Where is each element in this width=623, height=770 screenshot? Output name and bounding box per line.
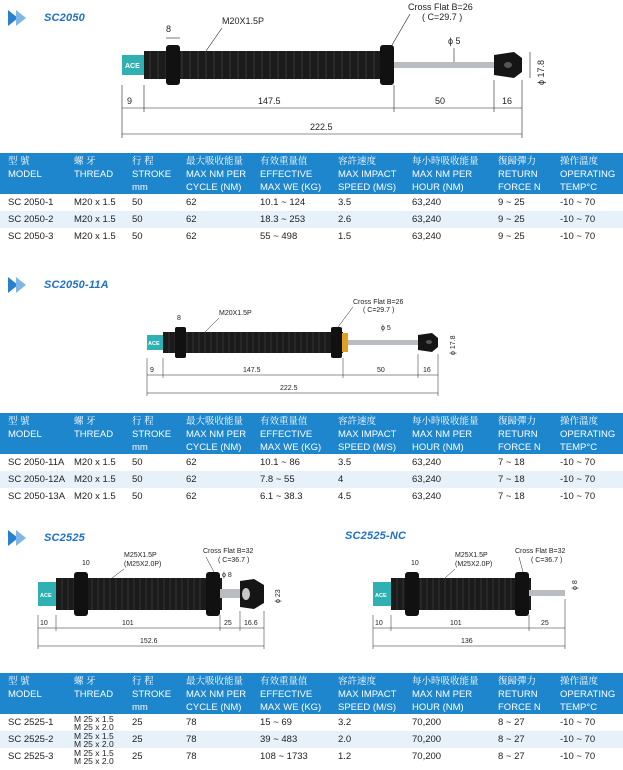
- table-header-cell: MODEL: [0, 428, 66, 441]
- table-cell: 63,240: [404, 211, 490, 228]
- table-row: [0, 471, 623, 488]
- table-cell: SC 2525-1: [8, 717, 54, 728]
- table-header-cell: MAX NM PER: [404, 428, 490, 441]
- table-header-cell: HOUR (NM): [404, 701, 490, 714]
- table-cell: 15 ~ 69: [260, 717, 292, 728]
- table-header-cell: SPEED (M/S): [330, 441, 404, 454]
- table-header-cell: MAX NM PER: [404, 688, 490, 701]
- table-cell: 39 ~ 483: [252, 731, 330, 748]
- table-cell: 63,240: [412, 231, 442, 242]
- drawing-sc2050-11a: [135, 292, 465, 402]
- table-header-cell: [66, 441, 124, 454]
- table-row: [0, 748, 623, 765]
- table-cell: [66, 748, 124, 765]
- table-header-cell: MAX NM PER: [178, 168, 252, 181]
- table-header-cell: 操作溫度: [552, 413, 623, 428]
- thread-label: M20X1.5P: [222, 16, 265, 26]
- table-header-cell: [66, 181, 124, 194]
- table-cell: 3.5: [338, 197, 352, 208]
- table-cell: 3.5: [338, 457, 352, 468]
- table-cell: 7.8 ~ 55: [252, 471, 330, 488]
- table-row: [0, 731, 623, 748]
- table-header-cell: TEMP°C: [552, 701, 623, 714]
- thread-label: M20X1.5P: [219, 310, 252, 317]
- nut-width: 10: [82, 560, 90, 567]
- thread-label-alt: (M25X2.0P): [455, 561, 493, 568]
- table-cell: SC 2525-2: [0, 731, 66, 748]
- header-row-units: [0, 181, 623, 194]
- header-row-en: [0, 428, 623, 441]
- table-cell: 9 ~ 25: [498, 197, 525, 208]
- table-cell: 62: [178, 211, 252, 228]
- nut-width: 8: [177, 315, 181, 322]
- table-header-cell: RETURN: [490, 688, 552, 701]
- section-name: SC2050: [44, 12, 85, 24]
- thread-label-alt: (M25X2.0P): [124, 561, 162, 568]
- table-header-cell: CYCLE (NM): [178, 441, 252, 454]
- crossflat-label: Cross Flat B=26: [353, 299, 404, 306]
- table-cell: 70,200: [404, 731, 490, 748]
- table-cell: 8 ~ 27: [498, 751, 525, 762]
- header-row-units: [0, 701, 623, 714]
- table-cell: 50: [132, 231, 143, 242]
- table-cell: 7 ~ 18: [490, 471, 552, 488]
- table-cell: 108 ~ 1733: [260, 751, 308, 762]
- drawing-sc2525: [30, 545, 305, 655]
- section-name: SC2050-11A: [44, 279, 109, 291]
- table-cell: 78: [178, 731, 252, 748]
- dim-9: 9: [127, 96, 133, 106]
- table-cell: 25: [132, 751, 143, 762]
- chevron-arrow-icon: [8, 277, 30, 293]
- table-header-cell: MAX WE (KG): [252, 181, 330, 194]
- table-cell: M20 x 1.5: [74, 197, 116, 208]
- section-title-sc2050: [8, 10, 85, 26]
- table-header-cell: 型 號: [0, 673, 66, 688]
- table-header-cell: 復歸彈力: [490, 673, 552, 688]
- table-cell: 10.1 ~ 124: [260, 197, 306, 208]
- rod-diameter: ϕ 8: [222, 572, 232, 579]
- table-header-cell: 螺 牙: [66, 413, 124, 428]
- table-header-cell: 容許速度: [330, 673, 404, 688]
- dim-total: 152.6: [140, 638, 158, 645]
- table-header-cell: OPERATING: [552, 168, 623, 181]
- table-header-cell: MAX NM PER: [404, 168, 490, 181]
- table-cell: SC 2050-3: [8, 231, 54, 242]
- table-header-cell: 復歸彈力: [490, 153, 552, 168]
- table-header-cell: 型 號: [0, 153, 66, 168]
- table-cell: 7 ~ 18: [498, 457, 525, 468]
- table-cell: [66, 731, 124, 748]
- body-label: ACE: [125, 63, 140, 70]
- dim-rod: 25: [541, 620, 549, 627]
- table-cell: 62: [186, 231, 197, 242]
- dim-total: 222.5: [280, 385, 298, 392]
- table-row: [0, 714, 623, 731]
- dim-cap: 16.6: [244, 620, 258, 627]
- table-cell: 1.2: [338, 751, 352, 762]
- dim-rod: 50: [435, 96, 446, 106]
- body-label: ACE: [148, 341, 160, 347]
- table-header-cell: 最大吸收能量: [178, 153, 252, 168]
- text: M 25 x 1.5: [74, 730, 114, 741]
- header-row-en: [0, 688, 623, 701]
- table-header-cell: 行 程: [124, 413, 178, 428]
- table-cell: 50: [132, 197, 143, 208]
- table-header-cell: OPERATING: [552, 688, 623, 701]
- table-cell: M20 x 1.5: [66, 471, 124, 488]
- crossflat-label: Cross Flat B=32: [515, 548, 566, 555]
- header-row-en: [0, 168, 623, 181]
- table-cell: [66, 714, 124, 731]
- table-header-cell: FORCE N: [490, 181, 552, 194]
- header-row-cn: [0, 673, 623, 688]
- dim-body: 147.5: [258, 96, 281, 106]
- table-cell: 8 ~ 27: [498, 717, 525, 728]
- table-cell: 10.1 ~ 86: [260, 457, 300, 468]
- table-cell: 62: [186, 197, 197, 208]
- text: M 25 x 2.0: [74, 721, 114, 732]
- table-header-cell: MAX IMPACT: [330, 428, 404, 441]
- table-header-cell: HOUR (NM): [404, 181, 490, 194]
- table-header-cell: 每小時吸收能量: [404, 413, 490, 428]
- table-header-cell: EFFECTIVE: [252, 688, 330, 701]
- table-row: [0, 454, 623, 471]
- table-cell: SC 2050-1: [8, 197, 54, 208]
- table-cell: M20 x 1.5: [66, 211, 124, 228]
- table-cell: 70,200: [412, 717, 442, 728]
- text: M 25 x 2.0: [74, 738, 114, 749]
- nut-width: 10: [411, 560, 419, 567]
- table-cell: -10 ~ 70: [552, 471, 623, 488]
- table-cell: M20 x 1.5: [74, 231, 116, 242]
- table-header-cell: THREAD: [66, 428, 124, 441]
- table-cell: M20 x 1.5: [74, 457, 116, 468]
- table-header-cell: 行 程: [124, 153, 178, 168]
- table-cell: 78: [186, 717, 197, 728]
- cap-diameter: ϕ 17.8: [536, 59, 546, 85]
- dim-cap: 16: [423, 367, 431, 374]
- spec-table-sc2050: [0, 153, 623, 245]
- table-header-cell: mm: [124, 181, 178, 194]
- table-header-cell: SPEED (M/S): [330, 181, 404, 194]
- table-header-cell: mm: [124, 701, 178, 714]
- dim-rod: 50: [377, 367, 385, 374]
- table-cell: SC 2050-13A: [8, 491, 66, 502]
- table-header-cell: MAX WE (KG): [252, 441, 330, 454]
- table-header-cell: 有效重量值: [252, 413, 330, 428]
- table-cell: 55 ~ 498: [260, 231, 298, 242]
- table-header-cell: OPERATING: [552, 428, 623, 441]
- table-header-cell: 型 號: [0, 413, 66, 428]
- thread-label: M25X1.5P: [455, 552, 488, 559]
- crossflat-c-label: ( C=29.7 ): [422, 12, 463, 22]
- table-cell: 25: [124, 731, 178, 748]
- table-cell: -10 ~ 70: [560, 231, 596, 242]
- table-header-cell: RETURN: [490, 168, 552, 181]
- header-row-cn: [0, 413, 623, 428]
- table-header-cell: 容許速度: [330, 153, 404, 168]
- table-header-cell: TEMP°C: [552, 441, 623, 454]
- table-header-cell: STROKE: [124, 688, 178, 701]
- table-cell: 9 ~ 25: [490, 211, 552, 228]
- table-cell: 62: [186, 457, 197, 468]
- table-cell: 50: [132, 457, 143, 468]
- dim-body: 147.5: [243, 367, 261, 374]
- table-header-cell: CYCLE (NM): [178, 701, 252, 714]
- spec-table-sc2050-11a: [0, 413, 623, 505]
- table-header-cell: MAX IMPACT: [330, 688, 404, 701]
- table-row: [0, 488, 623, 505]
- header-row-units: [0, 441, 623, 454]
- table-cell: 2.6: [330, 211, 404, 228]
- table-cell: 63,240: [412, 491, 442, 502]
- drawing-sc2050: [110, 0, 570, 145]
- table-cell: 1.5: [338, 231, 352, 242]
- body-label: ACE: [40, 593, 52, 599]
- cap-diameter: ϕ 17.8: [450, 335, 457, 355]
- table-cell: 2.0: [330, 731, 404, 748]
- table-cell: 70,200: [412, 751, 442, 762]
- body-label: ACE: [375, 593, 387, 599]
- table-header-cell: 最大吸收能量: [178, 673, 252, 688]
- table-header-cell: [0, 701, 66, 714]
- section-title-sc2525-nc: [345, 530, 406, 542]
- rod-diameter: ϕ 5: [381, 325, 391, 332]
- table-header-cell: STROKE: [124, 428, 178, 441]
- dim-total: 136: [461, 638, 473, 645]
- table-header-cell: [66, 701, 124, 714]
- dim-total: 222.5: [310, 122, 333, 132]
- table-header-cell: 每小時吸收能量: [404, 153, 490, 168]
- crossflat-label: Cross Flat B=26: [408, 2, 473, 12]
- table-cell: SC 2050-11A: [8, 457, 65, 468]
- table-header-cell: 有效重量值: [252, 153, 330, 168]
- section-name-nc: SC2525-NC: [345, 530, 407, 542]
- table-header-cell: FORCE N: [490, 441, 552, 454]
- table-header-cell: MODEL: [0, 688, 66, 701]
- table-header-cell: THREAD: [66, 688, 124, 701]
- table-header-cell: 容許速度: [330, 413, 404, 428]
- table-header-cell: 有效重量值: [252, 673, 330, 688]
- table-cell: 3.2: [338, 717, 352, 728]
- table-header-cell: 最大吸收能量: [178, 413, 252, 428]
- table-cell: SC 2050-12A: [0, 471, 66, 488]
- thread-label: M25X1.5P: [124, 552, 157, 559]
- table-cell: 63,240: [412, 457, 442, 468]
- cap-diameter: ϕ 23: [275, 589, 282, 603]
- crossflat-c-label: ( C=36.7 ): [218, 557, 250, 564]
- table-cell: 8 ~ 27: [490, 731, 552, 748]
- chevron-arrow-icon: [8, 530, 30, 546]
- table-cell: 50: [124, 471, 178, 488]
- table-cell: 6.1 ~ 38.3: [260, 491, 303, 502]
- text: M 25 x 1.5: [74, 713, 114, 724]
- section-title-sc2525: [8, 530, 85, 546]
- table-header-cell: HOUR (NM): [404, 441, 490, 454]
- dim-cap: 16: [502, 96, 513, 106]
- table-header-cell: MAX IMPACT: [330, 168, 404, 181]
- table-header-cell: 操作溫度: [552, 673, 623, 688]
- section-title-sc2050-11a: [8, 277, 109, 293]
- table-cell: SC 2525-3: [8, 751, 54, 762]
- table-row: [0, 194, 623, 211]
- header-row-cn: [0, 153, 623, 168]
- spec-table-sc2525: [0, 673, 623, 765]
- table-cell: -10 ~ 70: [560, 197, 596, 208]
- dim-body: 101: [122, 620, 134, 627]
- table-cell: -10 ~ 70: [560, 751, 596, 762]
- table-header-cell: EFFECTIVE: [252, 168, 330, 181]
- dim-body: 101: [450, 620, 462, 627]
- table-cell: 62: [186, 491, 197, 502]
- table-cell: -10 ~ 70: [552, 731, 623, 748]
- table-header-cell: MAX WE (KG): [252, 701, 330, 714]
- table-header-cell: 行 程: [124, 673, 178, 688]
- rod-diameter: ϕ 5: [448, 36, 461, 46]
- table-cell: 63,240: [412, 197, 442, 208]
- table-header-cell: 每小時吸收能量: [404, 673, 490, 688]
- table-cell: -10 ~ 70: [560, 457, 596, 468]
- dim-10: 10: [375, 620, 383, 627]
- table-cell: 63,240: [404, 471, 490, 488]
- table-row: [0, 228, 623, 245]
- text: M 25 x 1.5: [74, 747, 114, 758]
- table-cell: 25: [132, 717, 143, 728]
- table-cell: -10 ~ 70: [560, 717, 596, 728]
- table-header-cell: MAX NM PER: [178, 428, 252, 441]
- table-cell: -10 ~ 70: [560, 491, 596, 502]
- drawing-sc2525-nc: [365, 545, 605, 655]
- dim-10: 10: [40, 620, 48, 627]
- table-header-cell: MAX NM PER: [178, 688, 252, 701]
- crossflat-label: Cross Flat B=32: [203, 548, 254, 555]
- table-header-cell: TEMP°C: [552, 181, 623, 194]
- table-cell: SC 2050-2: [0, 211, 66, 228]
- table-header-cell: 操作溫度: [552, 153, 623, 168]
- section-name: SC2525: [44, 532, 85, 544]
- table-header-cell: THREAD: [66, 168, 124, 181]
- table-header-cell: [0, 181, 66, 194]
- table-cell: 4: [330, 471, 404, 488]
- table-row: [0, 211, 623, 228]
- table-header-cell: EFFECTIVE: [252, 428, 330, 441]
- table-header-cell: 復歸彈力: [490, 413, 552, 428]
- table-header-cell: SPEED (M/S): [330, 701, 404, 714]
- table-cell: 18.3 ~ 253: [252, 211, 330, 228]
- table-header-cell: [0, 441, 66, 454]
- table-cell: M20 x 1.5: [74, 491, 116, 502]
- table-cell: 7 ~ 18: [498, 491, 525, 502]
- rod-diameter: ϕ 8: [572, 580, 579, 590]
- dim-rod: 25: [224, 620, 232, 627]
- table-cell: -10 ~ 70: [552, 211, 623, 228]
- crossflat-c-label: ( C=29.7 ): [363, 307, 395, 314]
- table-header-cell: RETURN: [490, 428, 552, 441]
- table-cell: 78: [186, 751, 197, 762]
- text: M 25 x 2.0: [74, 755, 114, 766]
- table-header-cell: CYCLE (NM): [178, 181, 252, 194]
- table-header-cell: mm: [124, 441, 178, 454]
- dim-9: 9: [150, 367, 154, 374]
- table-cell: 62: [178, 471, 252, 488]
- table-cell: 4.5: [338, 491, 352, 502]
- nut-width: 8: [166, 24, 172, 34]
- table-cell: 50: [124, 211, 178, 228]
- table-header-cell: FORCE N: [490, 701, 552, 714]
- table-header-cell: MODEL: [0, 168, 66, 181]
- table-cell: 9 ~ 25: [498, 231, 525, 242]
- table-header-cell: STROKE: [124, 168, 178, 181]
- crossflat-c-label: ( C=36.7 ): [531, 557, 563, 564]
- table-header-cell: 螺 牙: [66, 673, 124, 688]
- table-header-cell: 螺 牙: [66, 153, 124, 168]
- table-cell: 50: [132, 491, 143, 502]
- chevron-arrow-icon: [8, 10, 30, 26]
